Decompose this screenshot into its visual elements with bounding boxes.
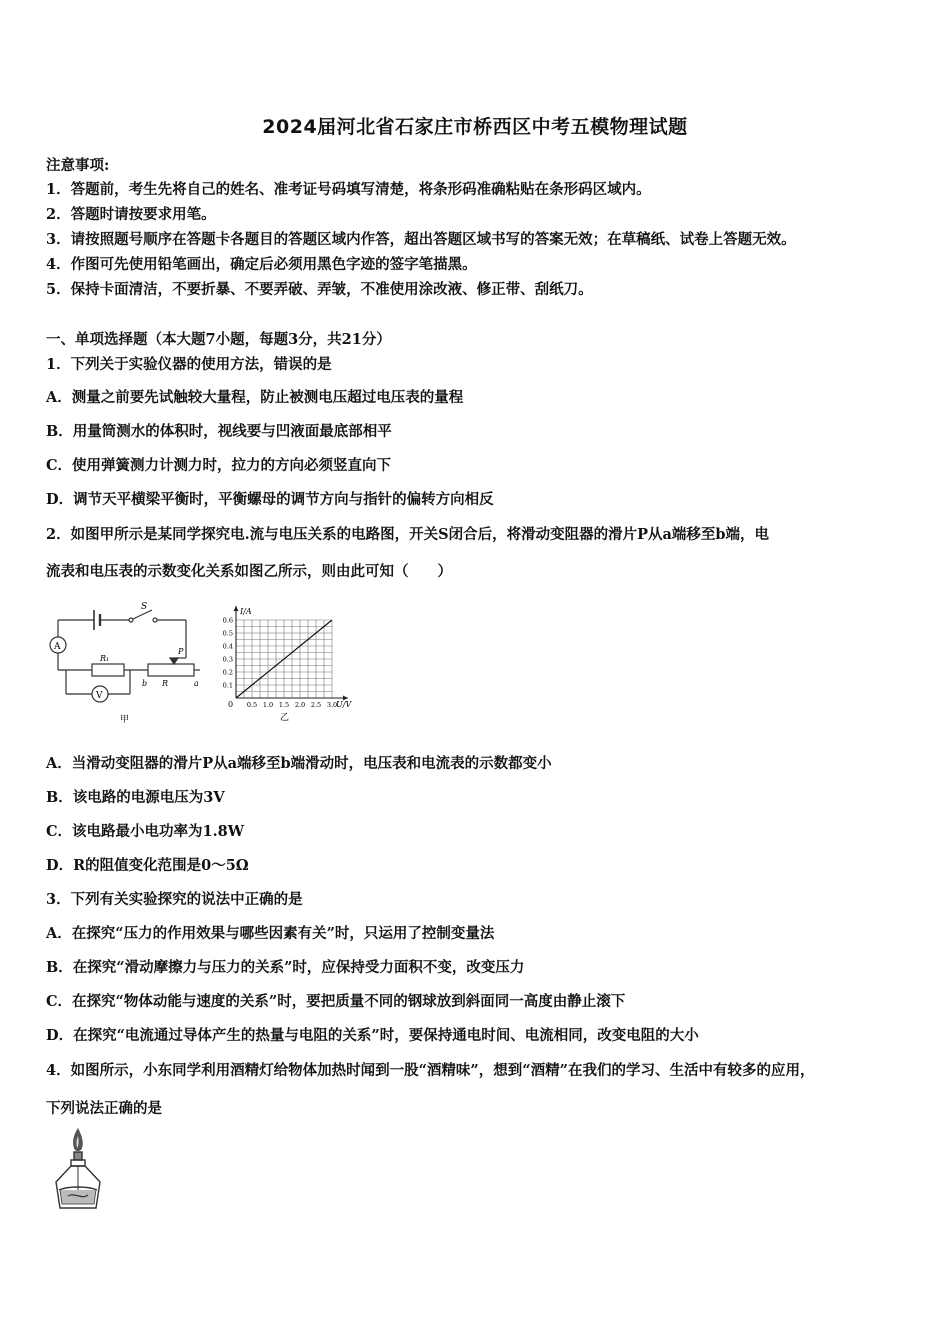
x-tick-label: 0.5: [246, 701, 258, 709]
q3-option-c: C．在探究“物体动能与速度的关系”时，要把质量不同的钢球放到斜面同一高度由静止滚下: [46, 993, 626, 1010]
x-tick-label: 3.0: [326, 701, 338, 709]
origin-label: 0: [228, 700, 234, 709]
y-tick-label: 0.4: [222, 642, 233, 651]
voltmeter-label: V: [96, 691, 103, 701]
ammeter-label: A: [54, 642, 61, 652]
y-axis-arrow: [234, 606, 239, 611]
label-p: P: [178, 647, 184, 656]
x-tick-label: 1.0: [262, 701, 274, 709]
q2-stem-line2: 流表和电压表的示数变化关系如图乙所示，则由此可知（ ）: [46, 563, 452, 580]
x-tick-label: 2.5: [310, 701, 322, 709]
notice-item: 3．请按照题号顺序在答题卡各题目的答题区域内作答，超出答题区域书写的答案无效；在草稿纸、试卷上答题无效。: [46, 231, 796, 248]
q1-stem: 1．下列关于实验仪器的使用方法，错误的是: [46, 356, 332, 373]
x-tick-label: 2.0: [294, 701, 306, 709]
y-axis-label: I/A: [240, 607, 252, 616]
label-b: b: [142, 679, 148, 688]
y-tick-label: 0.6: [222, 616, 233, 625]
q2-option-d: D．R的阻值变化范围是0～5Ω: [46, 857, 249, 874]
lamp-body-icon: [56, 1152, 100, 1208]
label-r1: R₁: [100, 654, 110, 663]
circuit-diagram: [44, 598, 204, 726]
y-tick-label: 0.2: [222, 668, 233, 677]
label-r: R: [162, 679, 169, 688]
q3-option-b: B．在探究“滑动摩擦力与压力的关系”时，应保持受力面积不变，改变压力: [46, 959, 525, 976]
label-switch: S: [141, 602, 148, 612]
notice-heading: 注意事项:: [46, 157, 110, 174]
figure-caption-a: 甲: [120, 715, 130, 725]
q2-option-a: A．当滑动变阻器的滑片P从a端移至b端滑动时，电压表和电流表的示数都变小: [46, 755, 552, 772]
x-tick-label: 1.5: [278, 701, 290, 709]
y-tick-label: 0.5: [222, 629, 233, 638]
q1-option-a: A．测量之前要先试触较大量程，防止被测电压超过电压表的量程: [46, 389, 464, 406]
y-tick-label: 0.3: [222, 655, 233, 664]
notice-item: 4．作图可先使用铅笔画出，确定后必须用黑色字迹的签字笔描黑。: [46, 256, 477, 273]
q1-option-d: D．调节天平横梁平衡时，平衡螺母的调节方向与指针的偏转方向相反: [46, 491, 494, 508]
notice-item: 2．答题时请按要求用笔。: [46, 206, 216, 223]
y-tick-label: 0.1: [222, 681, 233, 690]
q4-stem-line1: 4．如图所示，小东同学利用酒精灯给物体加热时闻到一股“酒精味”，想到“酒精”在我们的学习、生活中有较多的应用，: [46, 1062, 815, 1079]
q4-stem-line2: 下列说法正确的是: [46, 1100, 162, 1117]
figure-caption-b: 乙: [280, 713, 290, 723]
q2-option-b: B．该电路的电源电压为3V: [46, 789, 225, 806]
q3-option-a: A．在探究“压力的作用效果与哪些因素有关”时，只运用了控制变量法: [46, 925, 495, 942]
q1-option-c: C．使用弹簧测力计测力时，拉力的方向必须竖直向下: [46, 457, 392, 474]
notice-item: 1．答题前，考生先将自己的姓名、准考证号码填写清楚，将条形码准确粘贴在条形码区域内。: [46, 181, 651, 198]
q3-option-d: D．在探究“电流通过导体产生的热量与电阻的关系”时，要保持通电时间、电流相同，改变电阻的大小: [46, 1027, 699, 1044]
q3-stem: 3．下列有关实验探究的说法中正确的是: [46, 891, 303, 908]
alcohol-lamp-figure: [48, 1124, 108, 1212]
label-a: a: [194, 679, 199, 688]
iu-chart: [212, 598, 362, 726]
section-heading: 一、单项选择题（本大题7小题，每题3分，共21分）: [46, 331, 391, 348]
x-axis-label: U/V: [336, 700, 352, 709]
q1-option-b: B．用量筒测水的体积时，视线要与凹液面最底部相平: [46, 423, 392, 440]
notice-item: 5．保持卡面清洁，不要折暴、不要弄破、弄皱，不准使用涂改液、修正带、刮纸刀。: [46, 281, 593, 298]
flame-icon: [73, 1128, 83, 1151]
q2-stem-line1: 2．如图甲所示是某同学探究电.流与电压关系的电路图，开关S闭合后，将滑动变阻器的滑片P从a端移至b端，电: [46, 526, 770, 543]
q2-option-c: C．该电路最小电功率为1.8W: [46, 823, 245, 840]
page-title: 2024届河北省石家庄市桥西区中考五模物理试题: [262, 116, 688, 138]
